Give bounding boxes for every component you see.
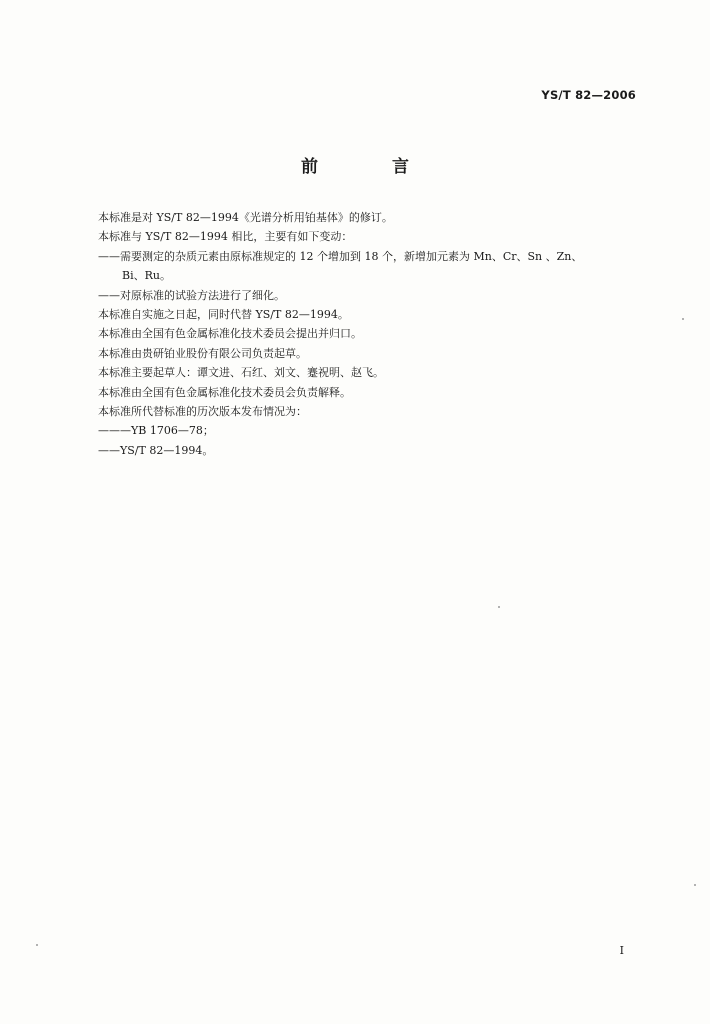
body-line: ——需要测定的杂质元素由原标准规定的 12 个增加到 18 个，新增加元素为 Mn、Cr、Sn 、Zn、 — [98, 249, 583, 263]
body-line: ——YS/T 82—1994。 — [98, 443, 214, 457]
body-line: 本标准由全国有色金属标准化技术委员会提出并归口。 — [98, 327, 362, 341]
body-line: 本标准由贵研铂业股份有限公司负责起草。 — [98, 346, 307, 360]
body-line: Bi、Ru。 — [122, 269, 171, 283]
standard-code: YS/T 82—2006 — [541, 88, 636, 102]
body-line: 本标准所代替标准的历次版本发布情况为： — [98, 405, 307, 419]
body-line: 本标准与 YS/T 82—1994 相比，主要有如下变动： — [98, 230, 353, 244]
scan-speck — [498, 606, 500, 608]
body-line: ——对原标准的试验方法进行了细化。 — [98, 288, 285, 302]
body-line: 本标准主要起草人：谭文进、石红、刘文、蹇祝明、赵飞。 — [98, 366, 384, 380]
foreword-body — [98, 208, 658, 460]
page-number: I — [619, 944, 624, 957]
scan-speck — [682, 318, 684, 320]
body-line: 本标准自实施之日起，同时代替 YS/T 82—1994。 — [98, 308, 349, 322]
scan-speck — [36, 944, 38, 946]
body-line: ———YB 1706—78； — [98, 424, 214, 438]
scan-speck — [694, 884, 696, 886]
body-line: 本标准是对 YS/T 82—1994《光谱分析用铂基体》的修订。 — [98, 211, 393, 224]
page-title: 前 言 — [301, 157, 443, 177]
body-line: 本标准由全国有色金属标准化技术委员会负责解释。 — [98, 385, 351, 399]
